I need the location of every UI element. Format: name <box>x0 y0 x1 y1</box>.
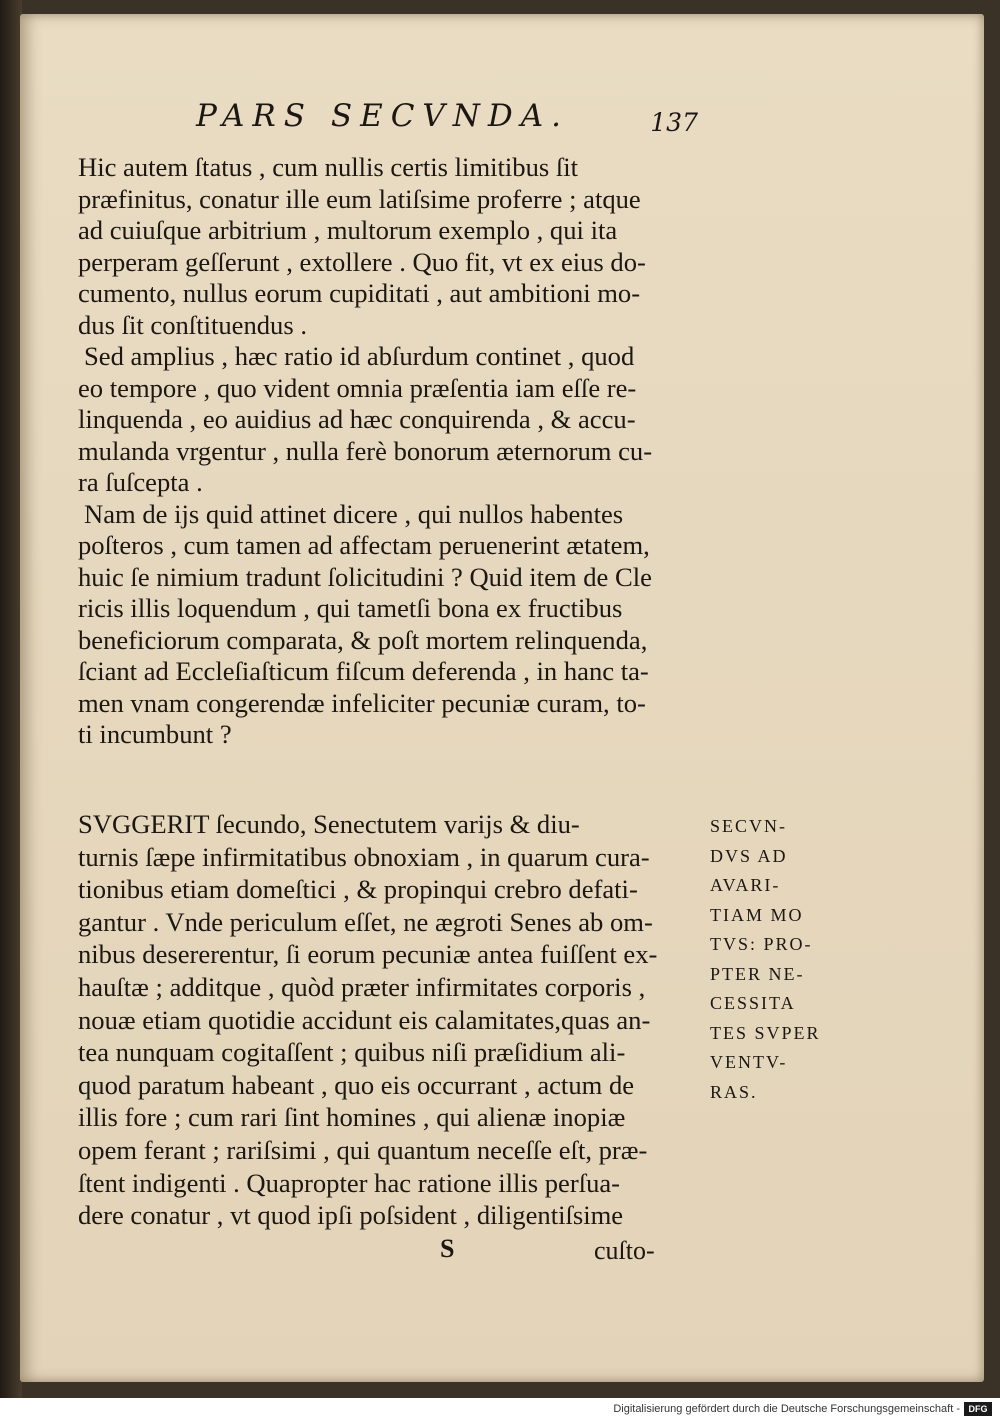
text-line: nouæ etiam quotidie accidunt eis calamitates,quas an- <box>78 1004 651 1035</box>
text-line: huic ſe nimium tradunt ſolicitudini ? Quid item de Cle <box>78 561 652 592</box>
text-line: nibus desererentur, ſi eorum pecuniæ antea fuiſſent ex- <box>78 939 658 970</box>
text-line: perperam geſſerunt , extollere . Quo fit, vt ex eius do- <box>78 246 646 277</box>
marginal-note-line: SECVN- <box>710 816 788 836</box>
marginal-note-line: AVARI- <box>710 875 781 895</box>
text-line: gantur . Vnde periculum eſſet, ne ægroti Senes ab om- <box>78 906 653 937</box>
text-line: ra ſuſcepta . <box>78 467 203 497</box>
text-line: cumento, nullus eorum cupiditati , aut ambitioni mo- <box>78 278 641 308</box>
text-line: poſteros , cum tamen ad affectam peruenerint ætatem, <box>78 530 650 560</box>
text-line: opem ferant ; rariſsimi , qui quantum neceſſe eſt, præ- <box>78 1134 648 1165</box>
marginal-note-line: TVS: PRO- <box>710 934 813 954</box>
marginal-note-line: TIAM MO <box>710 904 804 925</box>
signature-mark: S <box>440 1234 455 1263</box>
text-line: Sed amplius , hæc ratio id abſurdum continet , quod <box>84 341 635 371</box>
marginal-note-line: CESSITA <box>710 993 796 1013</box>
upper-text-block <box>78 152 718 751</box>
text-line: dere conatur , vt quod ipſi poſsident , diligentiſsime <box>78 1200 624 1231</box>
marginal-note-line: VENTV- <box>710 1052 788 1072</box>
text-line: Hic autem ſtatus , cum nullis certis limitibus ſit <box>78 152 579 182</box>
marginal-note-line: PTER NE- <box>710 963 805 984</box>
text-line: beneficiorum comparata, & poſt mortem relinquenda, <box>78 624 648 655</box>
marginal-note <box>710 812 840 1107</box>
text-line: men vnam congerendæ infeliciter pecuniæ curam, to- <box>78 687 646 718</box>
text-line: Nam de ijs quid attinet dicere , qui nullos habentes <box>84 498 624 529</box>
text-line: SVGGERIT ſecundo, Senectutem varijs & diu- <box>78 809 580 839</box>
text-line: tea nunquam cogitaſſent ; quibus niſi præſidium ali- <box>78 1037 626 1068</box>
dfg-logo-icon: DFG <box>964 1402 992 1416</box>
text-line: linquenda , eo auidius ad hæc conquirenda , & accu- <box>78 404 636 434</box>
text-line: turnis ſæpe infirmitatibus obnoxiam , in quarum cura- <box>78 841 650 872</box>
catchword: cuſto- <box>594 1236 655 1265</box>
text-line: ſtent indigenti . Quapropter hac ratione illis perſua- <box>78 1167 621 1198</box>
marginal-note-line: RAS. <box>710 1081 758 1102</box>
footer-bar <box>0 1398 1000 1421</box>
text-line: eo tempore , quo vident omnia præſentia iam eſſe re- <box>78 372 637 403</box>
text-line: mulanda vrgentur , nulla ferè bonorum æternorum cu- <box>78 435 653 466</box>
footer-credit: Digitalisierung gefördert durch die Deutsche Forschungsgemeinschaft - <box>613 1403 960 1415</box>
text-line: ricis illis loquendum , qui tametſi bona ex fructibus <box>78 593 623 623</box>
text-line: illis fore ; cum rari ſint homines , qui alienæ inopiæ <box>78 1102 626 1133</box>
text-line: ti incumbunt ? <box>78 719 232 749</box>
running-title: PARS SECVNDA. <box>196 98 570 134</box>
text-line: ad cuiuſque arbitrium , multorum exemplo , qui ita <box>78 215 618 245</box>
marginal-note-line: DVS AD <box>710 845 788 866</box>
text-line: hauſtæ ; additque , quòd præter infirmitates corporis , <box>78 971 646 1002</box>
text-line: quod paratum habeant , quo eis occurrant , actum de <box>78 1069 635 1100</box>
page-number: 137 <box>650 108 698 137</box>
marginal-note-line: TES SVPER <box>710 1022 821 1043</box>
text-line: tionibus etiam domeſtici , & propinqui crebro defati- <box>78 874 638 905</box>
text-line: præfinitus, conatur ille eum latiſsime proferre ; atque <box>78 183 641 214</box>
lower-text-block <box>78 808 708 1232</box>
text-line: dus ſit conſtituendus . <box>78 309 307 340</box>
text-line: ſciant ad Eccleſiaſticum fiſcum deferenda , in hanc ta- <box>78 656 649 686</box>
running-head <box>196 96 716 142</box>
